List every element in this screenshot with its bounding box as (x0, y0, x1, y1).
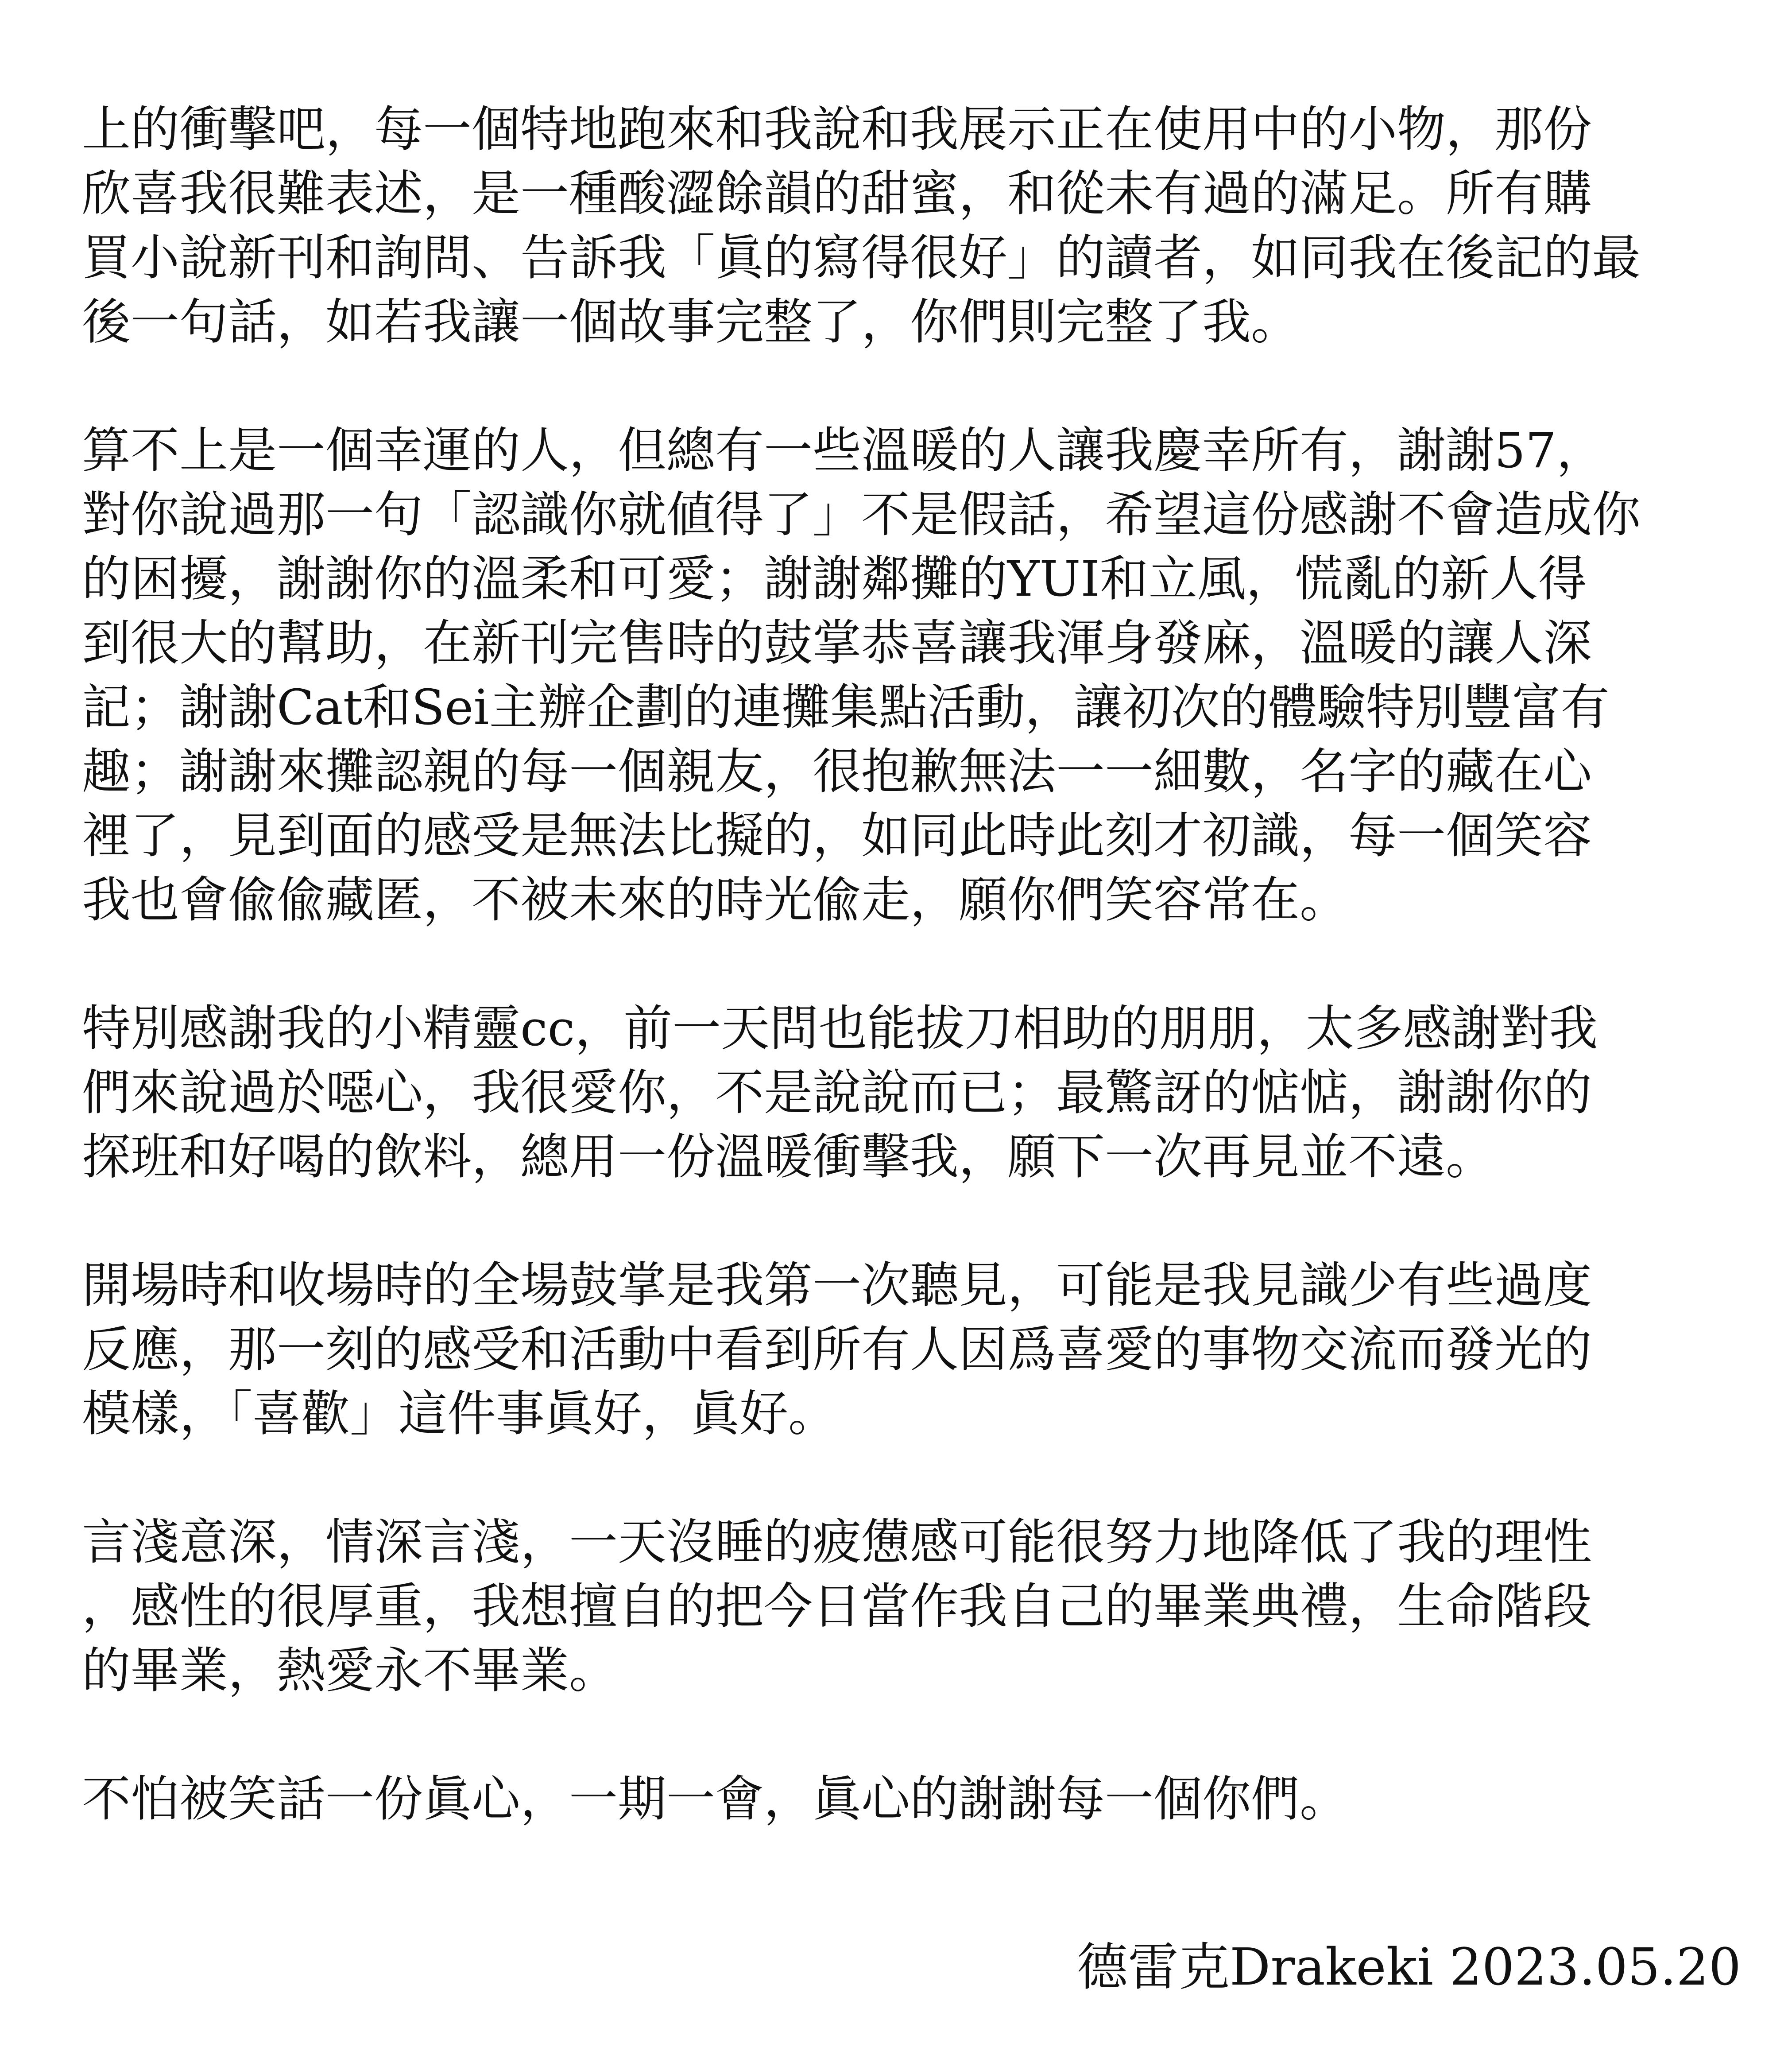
text-line: 到很大的幫助，在新刊完售時的鼓掌恭喜讓我渾身發麻，溫暖的讓人深 (82, 615, 1592, 671)
text-line: 算不上是一個幸運的人，但總有一些溫暖的人讓我慶幸所有，謝謝57， (82, 422, 1605, 479)
text-line: 的困擾，謝謝你的溫柔和可愛；謝謝鄰攤的YUI和立風，慌亂的新人得 (82, 551, 1587, 607)
text-line: 不怕被笑話一份眞心，一期一會，眞心的謝謝每一個你們。 (82, 1771, 1348, 1827)
text-line: 買小說新刊和詢問、告訴我「眞的寫得很好」的讀者，如同我在後記的最 (82, 229, 1641, 286)
text-line: 裡了，見到面的感受是無法比擬的，如同此時此刻才初識，每一個笑容 (82, 807, 1592, 864)
text-line: 言淺意深，情深言淺，一天沒睡的疲憊感可能很努力地降低了我的理性 (82, 1514, 1592, 1570)
text-line: 們來說過於噁心，我很愛你，不是說說而已；最驚訝的惦惦，謝謝你的 (82, 1064, 1592, 1121)
paragraph-6 (82, 1767, 1703, 1831)
text-line: 我也會偸偸藏匿，不被未來的時光偸走，願你們笑容常在。 (82, 872, 1348, 928)
paragraph-2 (82, 419, 1703, 932)
signature-date: 德雷克Drakeki 2023.05.20 (1077, 1938, 1741, 1997)
text-line: 後一句話，如若我讓一個故事完整了，你們則完整了我。 (82, 294, 1300, 350)
letter-body (82, 97, 1703, 1896)
text-line: 探班和好喝的飲料，總用一份溫暖衝擊我，願下一次再見並不遠。 (82, 1128, 1494, 1185)
paragraph-4 (82, 1253, 1703, 1446)
text-line: 反應，那一刻的感受和活動中看到所有人因爲喜愛的事物交流而發光的 (82, 1321, 1592, 1378)
text-line: ，感性的很厚重，我想擅自的把今日當作我自己的畢業典禮，生命階段 (82, 1578, 1592, 1635)
text-line: 欣喜我很難表述，是一種酸澀餘韻的甜蜜，和從未有過的滿足。所有購 (82, 165, 1592, 222)
text-line: 對你說過那一句「認識你就値得了」不是假話，希望這份感謝不會造成你 (82, 486, 1641, 543)
paragraph-3 (82, 996, 1703, 1189)
text-line: 特別感謝我的小精靈cc，前一天問也能拔刀相助的朋朋，太多感謝對我 (82, 1000, 1598, 1057)
paragraph-5 (82, 1510, 1703, 1703)
paragraph-1 (82, 97, 1703, 354)
text-line: 記；謝謝Cat和Sei主辦企劃的連攤集點活動，讓初次的體驗特別豐富有 (82, 679, 1610, 736)
text-line: 的畢業，熱愛永不畢業。 (82, 1642, 618, 1699)
text-line: 模樣，「喜歡」這件事眞好，眞好。 (82, 1385, 837, 1442)
text-line: 趣；謝謝來攤認親的每一個親友，很抱歉無法一一細數，名字的藏在心 (82, 743, 1592, 800)
text-line: 上的衝擊吧，每一個特地跑來和我說和我展示正在使用中的小物，那份 (82, 101, 1592, 158)
text-line: 開場時和收場時的全場鼓掌是我第一次聽見，可能是我見識少有些過度 (82, 1257, 1592, 1314)
